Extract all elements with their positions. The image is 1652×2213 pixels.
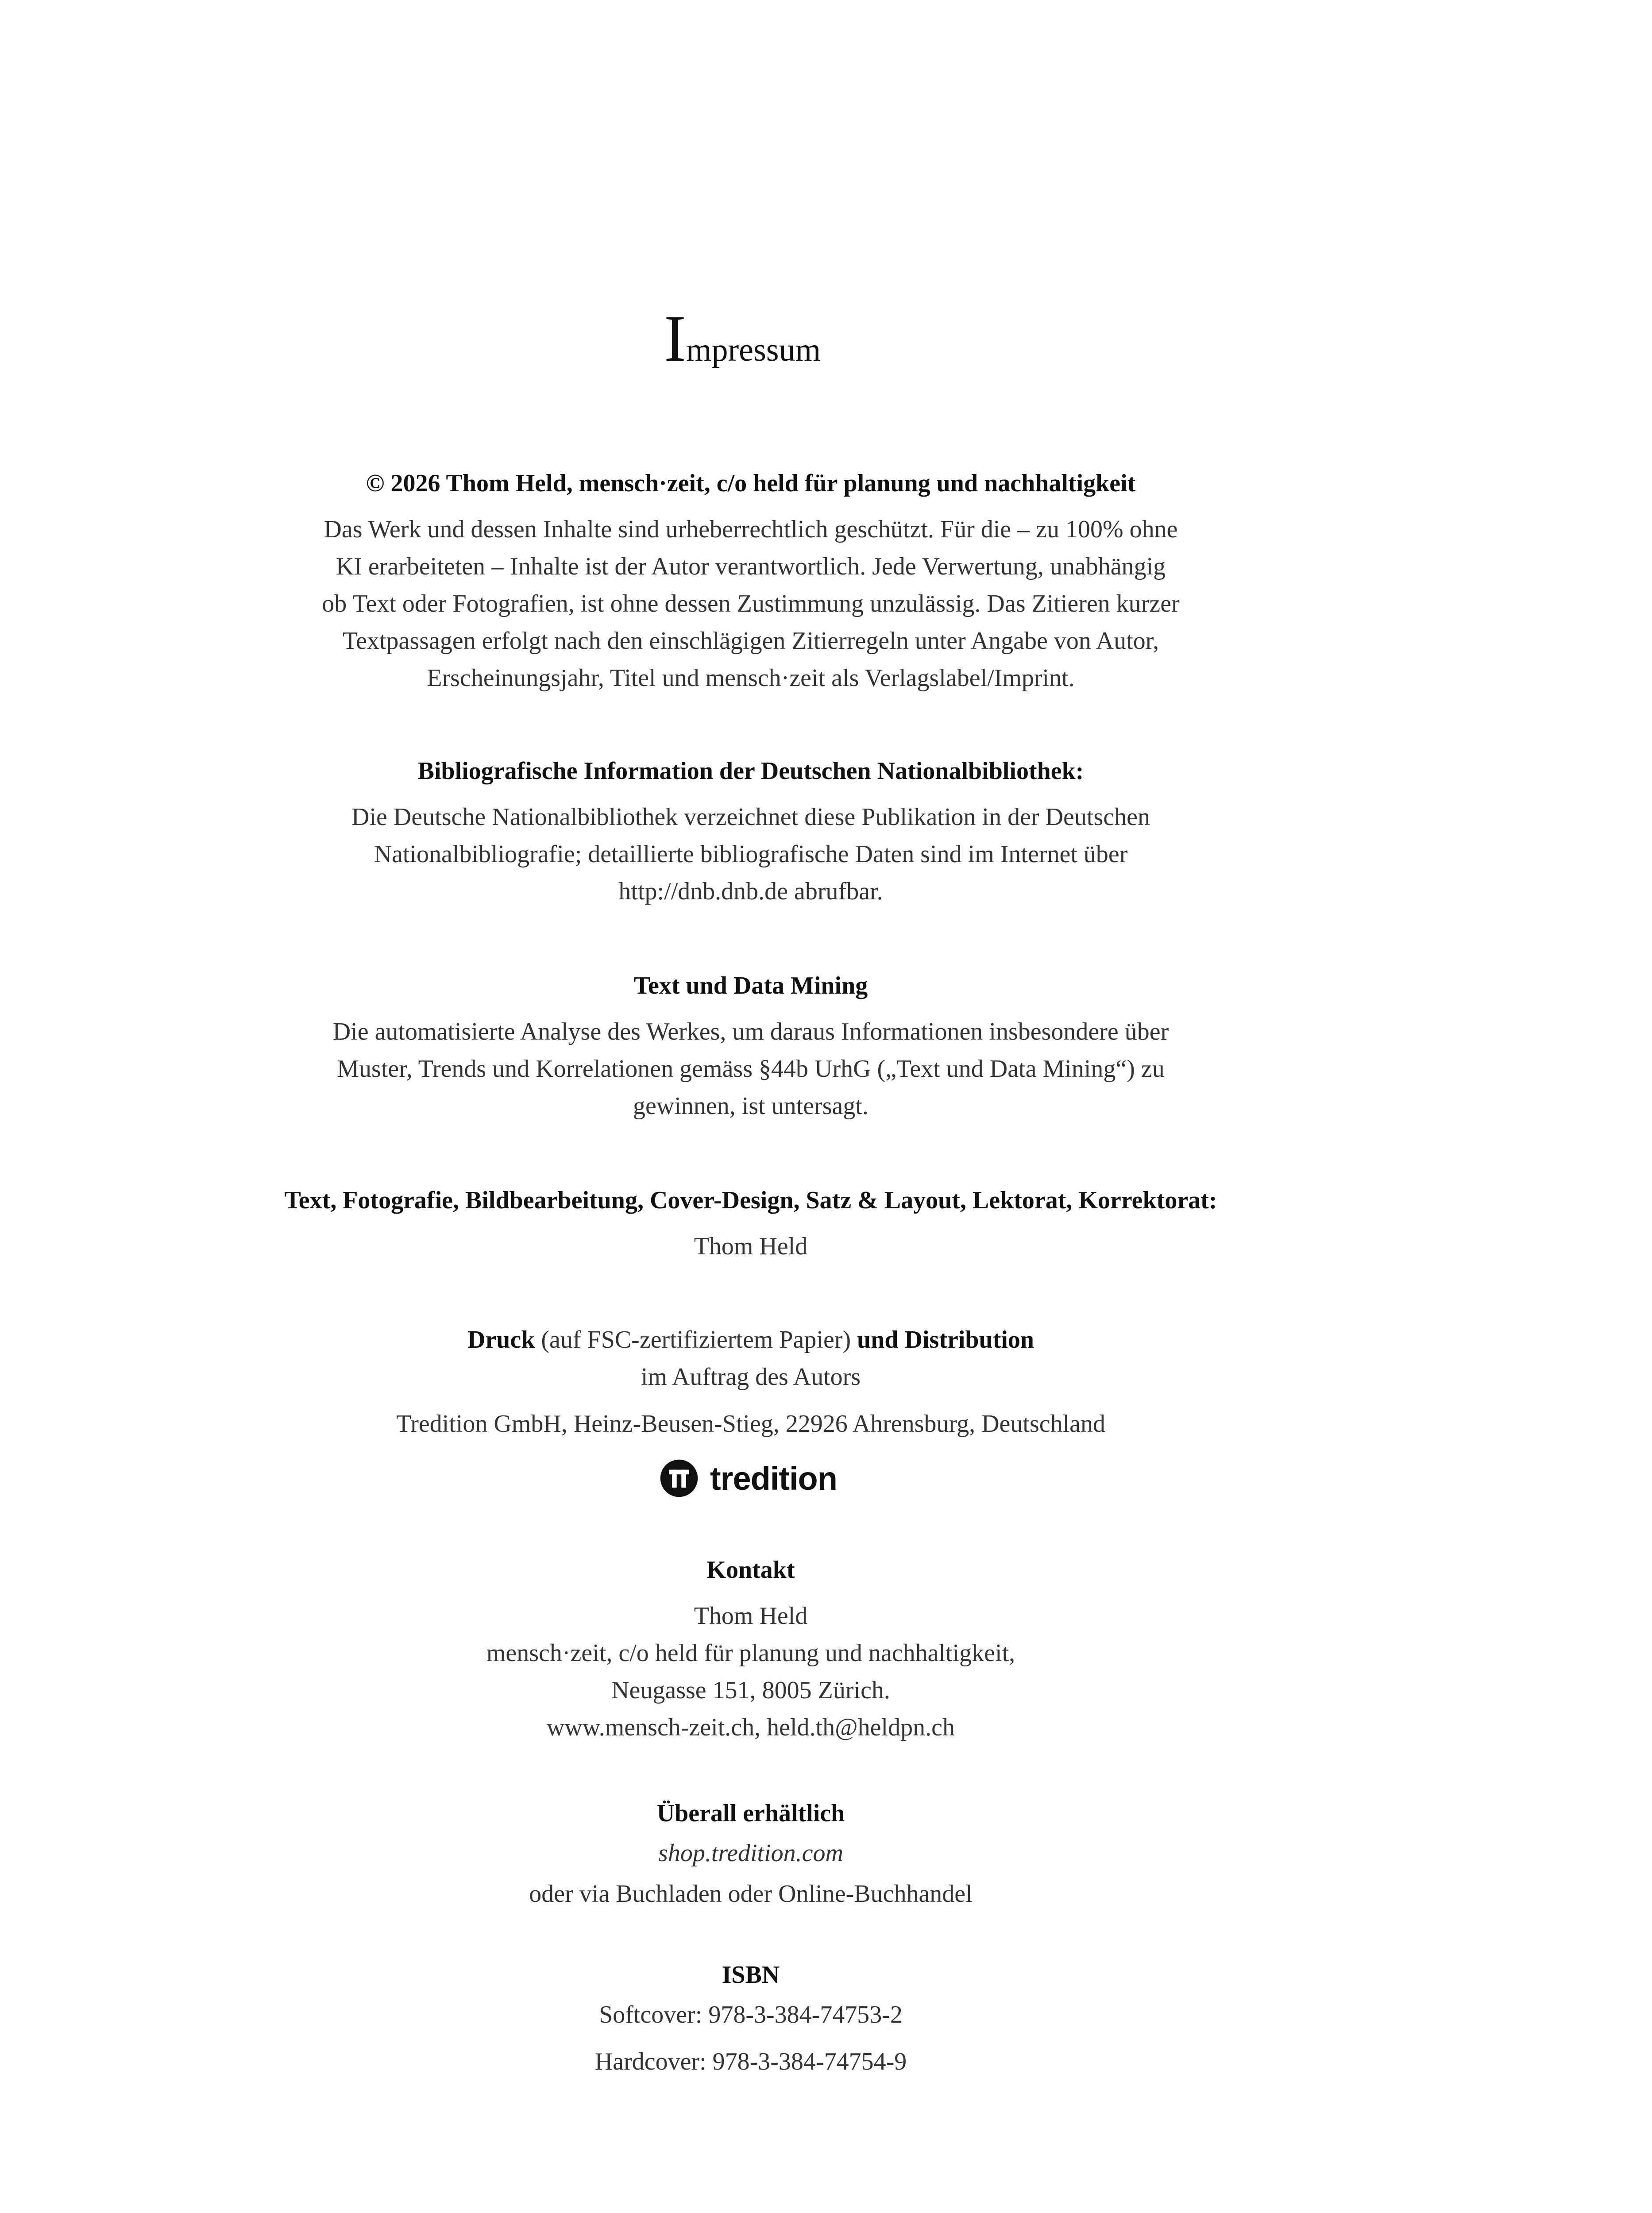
isbn-heading: ISBN (722, 1961, 780, 1989)
contact-line: Thom Held (694, 1602, 808, 1630)
print-address: Tredition GmbH, Heinz-Beusen-Stieg, 22926 Ahrensburg, Deutschland (396, 1410, 1106, 1438)
tdm-line: gewinnen, ist untersagt. (633, 1092, 868, 1120)
contact-line: www.mensch-zeit.ch, held.th@heldpn.ch (547, 1714, 955, 1741)
tdm-heading: Text und Data Mining (633, 972, 868, 999)
contact-line: mensch·zeit, c/o held für planung und nachhaltigkeit, (486, 1639, 1015, 1667)
print-paper-note: (auf FSC-zertifiziertem Papier) (535, 1326, 857, 1353)
title-rest: mpressum (686, 332, 821, 368)
tredition-logo-icon (660, 1459, 699, 1498)
tdm-line: Die automatisierte Analyse des Werkes, um daraus Informationen insbesondere über (332, 1018, 1169, 1045)
print-line: im Auftrag des Autors (641, 1363, 861, 1391)
copyright-line: Das Werk und dessen Inhalte sind urheberrechtlich geschützt. Für die – zu 100% ohne (324, 516, 1178, 543)
availability-section (251, 1795, 1251, 1912)
isbn-section (251, 1956, 1251, 2080)
availability-line: oder via Buchladen oder Online-Buchhandel (529, 1880, 973, 1908)
contact-heading: Kontakt (706, 1556, 795, 1584)
print-section (251, 1321, 1251, 1442)
copyright-line: Erscheinungsjahr, Titel und mensch·zeit als Verlagslabel/Imprint. (427, 664, 1075, 692)
credits-name: Thom Held (694, 1233, 808, 1260)
tredition-logo-text: tredition (710, 1460, 837, 1497)
copyright-line: ob Text oder Fotografien, ist ohne dessen Zustimmung unzulässig. Das Zitieren kurzer (322, 590, 1180, 617)
contact-section (251, 1551, 1251, 1746)
tdm-line: Muster, Trends und Korrelationen gemäss §44b UrhG („Text und Data Mining“) zu (337, 1055, 1165, 1083)
biblio-heading: Bibliografische Information der Deutschen Nationalbibliothek: (417, 757, 1084, 785)
copyright-line: Textpassagen erfolgt nach den einschlägigen Zitierregeln unter Angabe von Autor, (342, 627, 1159, 655)
biblio-line: Die Deutsche Nationalbibliothek verzeichnet diese Publikation in der Deutschen (351, 803, 1150, 831)
tredition-logo (660, 1456, 837, 1500)
page-title (664, 302, 1018, 381)
copyright-line: KI erarbeiteten – Inhalte ist der Autor verantwortlich. Jede Verwertung, unabhängig (336, 553, 1166, 580)
copyright-section (251, 465, 1251, 697)
biblio-section (251, 752, 1251, 910)
isbn-softcover: Softcover: 978-3-384-74753-2 (599, 2001, 903, 2028)
print-heading (251, 1321, 1251, 1358)
title-initial: I (664, 302, 686, 375)
shop-link[interactable]: shop.tredition.com (658, 1839, 843, 1867)
print-bold-druck: Druck (467, 1326, 535, 1353)
biblio-line: http://dnb.dnb.de abrufbar. (618, 878, 883, 905)
contact-line: Neugasse 151, 8005 Zürich. (611, 1677, 890, 1704)
credits-heading: Text, Fotografie, Bildbearbeitung, Cover-Design, Satz & Layout, Lektorat, Korrektorat: (284, 1187, 1217, 1214)
isbn-hardcover: Hardcover: 978-3-384-74754-9 (594, 2048, 907, 2075)
tdm-section (251, 967, 1251, 1125)
copyright-heading: © 2026 Thom Held, mensch·zeit, c/o held für planung und nachhaltigkeit (366, 470, 1136, 497)
biblio-line: Nationalbibliografie; detaillierte bibliografische Daten sind im Internet über (374, 840, 1128, 868)
availability-heading: Überall erhältlich (656, 1800, 845, 1827)
print-bold-distribution: und Distribution (857, 1326, 1034, 1353)
credits-section (251, 1182, 1251, 1265)
